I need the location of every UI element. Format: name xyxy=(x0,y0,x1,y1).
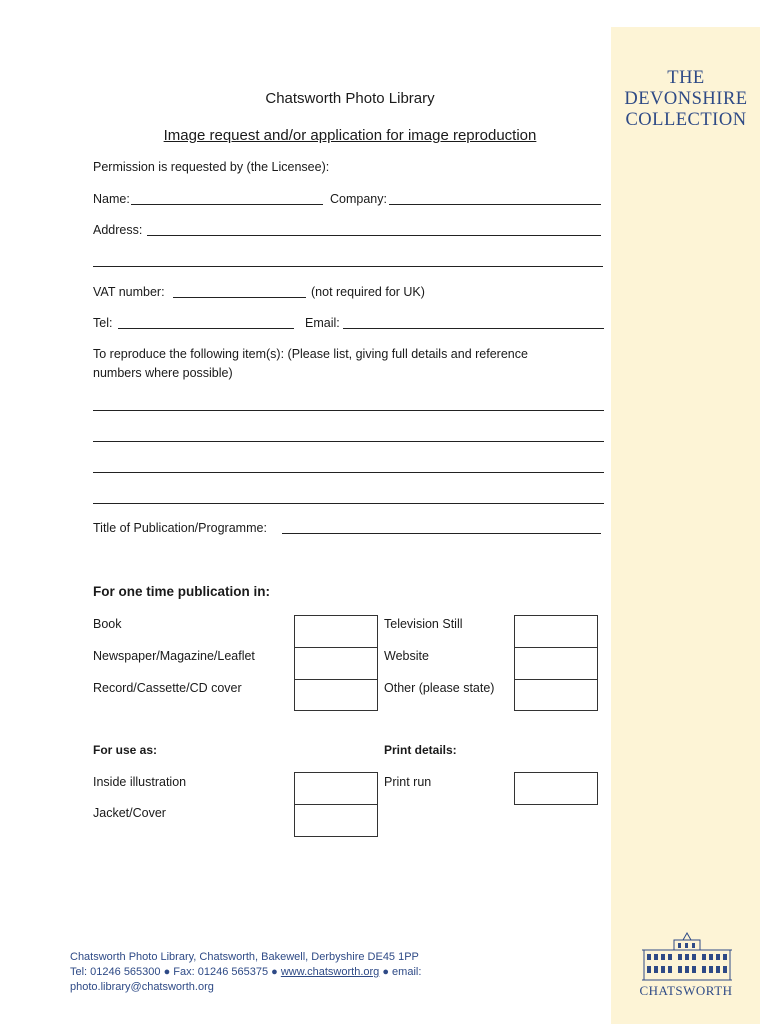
option-television-label: Television Still xyxy=(384,617,463,631)
other-checkbox[interactable] xyxy=(514,679,598,711)
items-label: To reproduce the following item(s): (Please list, giving full details and reference xyxy=(93,347,528,361)
company-field[interactable] xyxy=(389,204,601,205)
website-checkbox[interactable] xyxy=(514,647,598,680)
print-run-label: Print run xyxy=(384,775,432,789)
address-field-2[interactable] xyxy=(93,266,603,267)
footer-contact xyxy=(70,965,421,981)
vat-note: (not required for UK) xyxy=(311,285,425,299)
footer-email: photo.library@chatsworth.org xyxy=(70,981,214,993)
items-field-4[interactable] xyxy=(93,503,604,504)
items-field-2[interactable] xyxy=(93,441,604,442)
print-heading: Print details: xyxy=(384,743,457,757)
option-book-label: Book xyxy=(93,617,122,631)
television-checkbox[interactable] xyxy=(514,615,598,648)
footer-email-label: ● email: xyxy=(382,966,422,978)
jacket-cover-label: Jacket/Cover xyxy=(93,806,166,820)
name-field[interactable] xyxy=(131,204,323,205)
option-other-label: Other (please state) xyxy=(384,681,495,695)
address-label: Address: xyxy=(93,223,143,237)
newspaper-checkbox[interactable] xyxy=(294,647,378,680)
inside-illustration-checkbox[interactable] xyxy=(294,772,378,805)
jacket-cover-checkbox[interactable] xyxy=(294,804,378,837)
email-label: Email: xyxy=(305,316,340,330)
option-newspaper-label: Newspaper/Magazine/Leaflet xyxy=(93,649,255,663)
vat-label: VAT number: xyxy=(93,285,165,299)
use-heading: For use as: xyxy=(93,743,158,757)
company-label: Company: xyxy=(330,192,387,206)
items-label-2: numbers where possible) xyxy=(93,366,233,380)
option-record-label: Record/Cassette/CD cover xyxy=(93,681,242,695)
tel-field[interactable] xyxy=(118,328,294,329)
record-checkbox[interactable] xyxy=(294,679,378,711)
publication-heading: For one time publication in: xyxy=(93,584,270,599)
tel-label: Tel: xyxy=(93,316,113,330)
name-label: Name: xyxy=(93,192,130,206)
option-website-label: Website xyxy=(384,649,429,663)
footer-address: Chatsworth Photo Library, Chatsworth, Bakewell, Derbyshire DE45 1PP xyxy=(70,951,419,963)
page-subtitle: Image request and/or application for image reproduction xyxy=(163,127,537,144)
footer-tel: Tel: 01246 565300 ● Fax: 01246 565375 ● xyxy=(70,966,278,978)
chatsworth-logo-text: CHATSWORTH xyxy=(639,983,733,998)
items-field-1[interactable] xyxy=(93,410,604,411)
sidebar-panel xyxy=(611,27,760,1024)
publication-title-field[interactable] xyxy=(282,533,601,534)
items-field-3[interactable] xyxy=(93,472,604,473)
brand-line-2: DEVONSHIRE xyxy=(624,89,748,109)
print-run-field[interactable] xyxy=(514,772,598,805)
permission-text: Permission is requested by (the Licensee): xyxy=(93,160,330,174)
vat-field[interactable] xyxy=(173,297,306,298)
brand-line-3: COLLECTION xyxy=(625,110,747,130)
address-field-1[interactable] xyxy=(147,235,601,236)
book-checkbox[interactable] xyxy=(294,615,378,648)
brand-line-1: THE xyxy=(667,68,705,88)
inside-illustration-label: Inside illustration xyxy=(93,775,187,789)
page-title: Chatsworth Photo Library xyxy=(265,90,435,107)
footer-website-link[interactable]: www.chatsworth.org xyxy=(280,966,380,978)
publication-title-label: Title of Publication/Programme: xyxy=(93,521,267,535)
email-field[interactable] xyxy=(343,328,604,329)
